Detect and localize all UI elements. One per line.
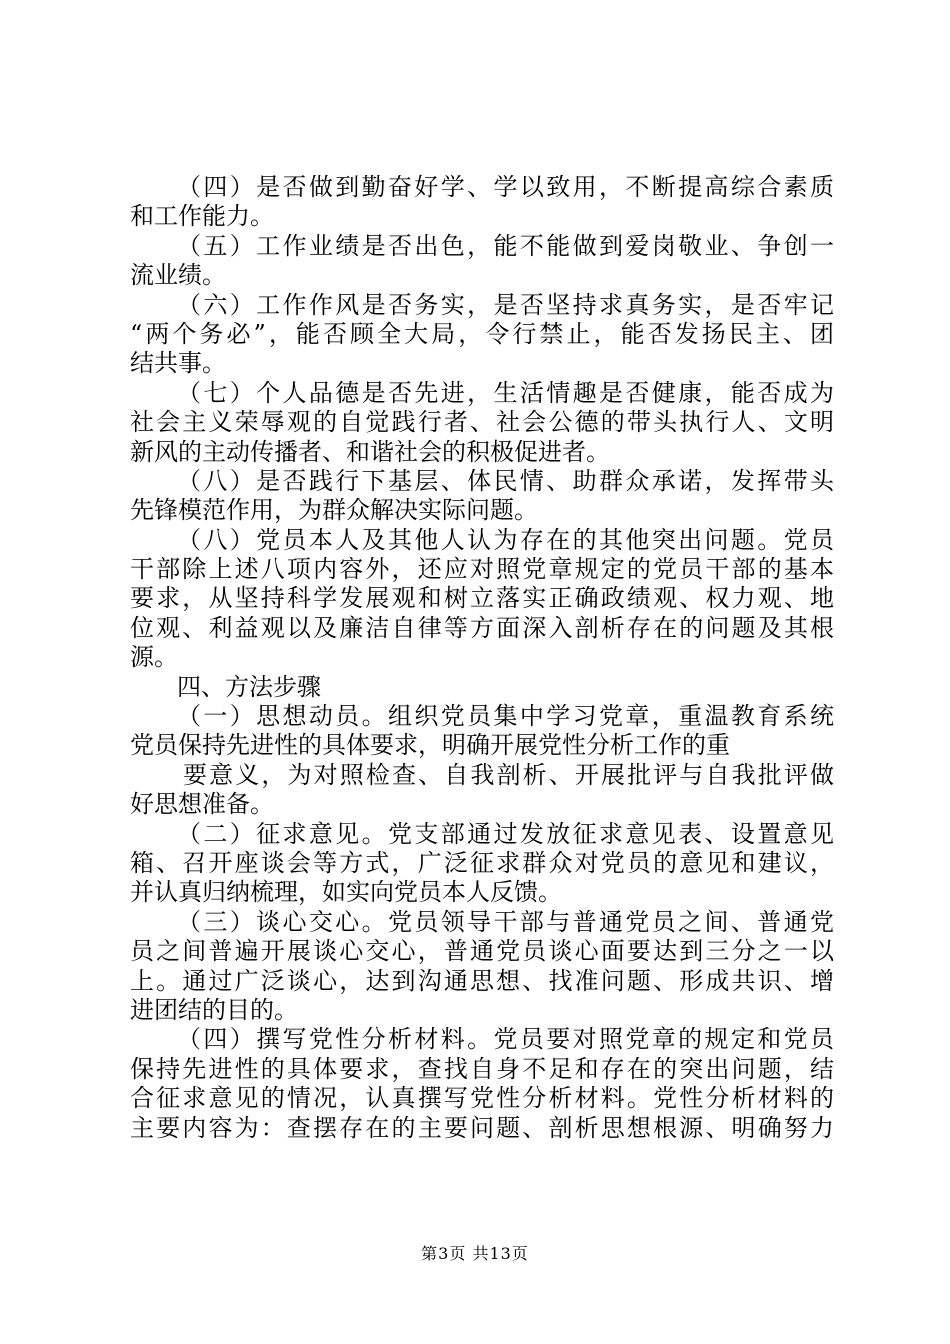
text-line: 四、方法步骤 <box>177 672 321 701</box>
text-line: 流业绩。 <box>130 261 226 290</box>
text-line: 要求，从坚持科学发展观和树立落实正确政绩观、权力观、地 <box>130 584 834 613</box>
text-line: （八）党员本人及其他人认为存在的其他突出问题。党员 <box>177 525 834 554</box>
text-line: （四）是否做到勤奋好学、学以致用，不断提高综合素质 <box>177 173 834 201</box>
text-line: 合征求意见的情况，认真撰写党性分析材料。党性分析材料的 <box>130 1084 834 1113</box>
text-line: （五）工作业绩是否出色，能不能做到爱岗敬业、争创一 <box>177 231 834 260</box>
text-line: （二）征求意见。党支部通过发放征求意见表、设置意见 <box>177 819 834 848</box>
text-line: （一）思想动员。组织党员集中学习党章，重温教育系统 <box>177 702 834 731</box>
text-line: 要意义，为对照检查、自我剖析、开展批评与自我批评做 <box>183 760 834 789</box>
text-line: 进团结的目的。 <box>130 995 298 1024</box>
text-line: 保持先进性的具体要求，查找自身不足和存在的突出问题，结 <box>130 1054 834 1083</box>
text-line: 社会主义荣辱观的自觉践行者、社会公德的带头执行人、文明 <box>130 408 834 437</box>
text-line: 党员保持先进性的具体要求，明确开展党性分析工作的重 <box>130 731 730 760</box>
text-line: 源。 <box>130 643 178 672</box>
document-body <box>130 173 834 1143</box>
text-line: 位观、利益观以及廉洁自律等方面深入剖析存在的问题及其根 <box>130 613 834 642</box>
text-line: “两个务必”，能否顾全大局，令行禁止，能否发扬民主、团 <box>130 319 834 348</box>
text-line: （三）谈心交心。党员领导干部与普通党员之间、普通党 <box>177 907 834 936</box>
text-line: 干部除上述八项内容外，还应对照党章规定的党员干部的基本 <box>130 555 834 584</box>
text-line: 好思想准备。 <box>130 790 274 819</box>
text-line: （六）工作作风是否务实，是否坚持求真务实，是否牢记 <box>177 290 834 319</box>
text-line: 主要内容为：查摆存在的主要问题、剖析思想根源、明确努力 <box>130 1113 834 1142</box>
text-line: 新风的主动传播者、和谐社会的积极促进者。 <box>130 437 610 466</box>
text-line: （四）撰写党性分析材料。党员要对照党章的规定和党员 <box>177 1025 834 1054</box>
text-line: （八）是否践行下基层、体民情、助群众承诺，发挥带头 <box>177 466 834 495</box>
text-line: （七）个人品德是否先进，生活情趣是否健康，能否成为 <box>177 378 834 407</box>
page-footer: 第3页 共13页 <box>421 1244 529 1263</box>
text-line: 员之间普遍开展谈心交心，普通党员谈心面要达到三分之一以 <box>130 937 834 966</box>
text-line: 和工作能力。 <box>130 202 274 231</box>
text-line: 结共事。 <box>130 349 226 378</box>
text-line: 先锋模范作用，为群众解决实际问题。 <box>130 496 538 525</box>
text-line: 并认真归纳梳理，如实向党员本人反馈。 <box>130 878 562 907</box>
text-line: 箱、召开座谈会等方式，广泛征求群众对党员的意见和建议， <box>130 848 834 877</box>
text-line: 上。通过广泛谈心，达到沟通思想、找准问题、形成共识、增 <box>130 966 834 995</box>
